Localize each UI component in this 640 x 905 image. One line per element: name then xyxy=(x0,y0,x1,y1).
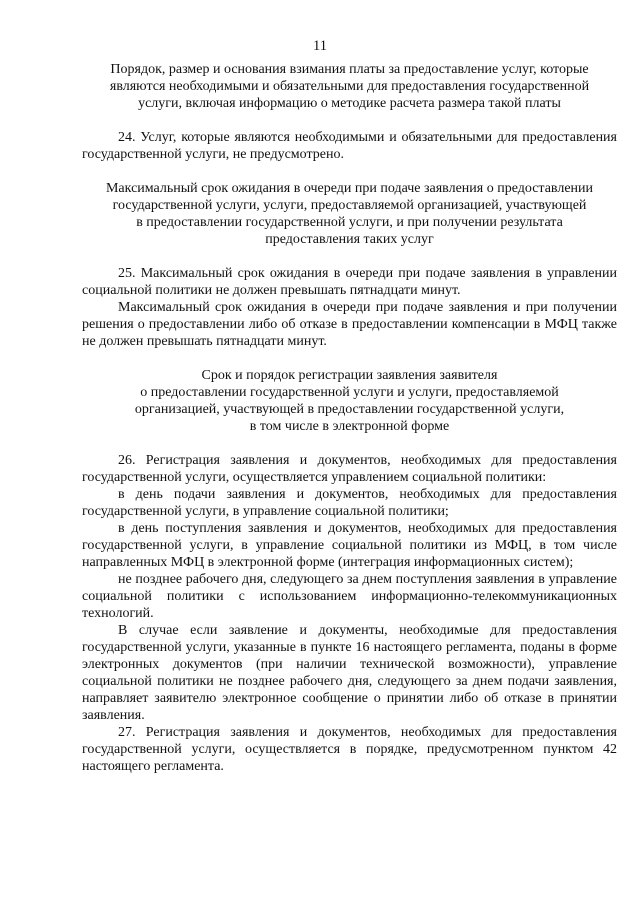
paragraph-24: 24. Услуг, которые являются необходимыми и обязательными для предоставления государственной услуги, не предусмотрено. xyxy=(82,130,617,162)
paragraph-26-1: 26. Регистрация заявления и документов, необходимых для предоставления государственной услуги, осуществляется управлением социальной политики: xyxy=(82,453,617,485)
document-body xyxy=(82,61,617,775)
paragraph-25-2: Максимальный срок ожидания в очереди при подаче заявления и при получении решения о предоставлении либо об отказе в предоставлении компенсации в МФЦ также не должен превышать пятнадцати минут. xyxy=(82,300,617,349)
paragraph-26-3: в день поступления заявления и документов, необходимых для предоставления государственной услуги, в управление социальной политики из МФЦ, в том числе направленных МФЦ в электронной форме (интеграция информационных систем); xyxy=(82,521,617,570)
heading-payment xyxy=(82,61,617,112)
heading-line: Порядок, размер и основания взимания платы за предоставление услуг, которые xyxy=(110,62,589,77)
heading-line: в предоставлении государственной услуги, и при получении результата xyxy=(136,215,563,230)
heading-line: Срок и порядок регистрации заявления заявителя xyxy=(201,368,498,383)
paragraph-26-5: В случае если заявление и документы, необходимые для предоставления государственной услуги, указанные в пункте 16 настоящего регламента, поданы в форме электронных документов (при наличии технической возможности), управление социальной политики не позднее рабочего дня, следующего за днем подачи заявления, направляет заявителю электронное сообщение о принятии либо об отказе в принятии заявления. xyxy=(82,623,617,723)
heading-registration xyxy=(82,367,617,435)
paragraph-26-4: не позднее рабочего дня, следующего за днем поступления заявления в управление социальной политики с использованием информационно-телекоммуникационных технологий. xyxy=(82,572,617,621)
heading-line: государственной услуги, услуги, предоставляемой организацией, участвующей xyxy=(112,198,587,213)
heading-line: являются необходимыми и обязательными для предоставления государственной xyxy=(109,79,590,94)
heading-line: Максимальный срок ожидания в очереди при подаче заявления о предоставлении xyxy=(105,181,594,196)
paragraph-25-1: 25. Максимальный срок ожидания в очереди при подаче заявления в управлении социальной политики не должен превышать пятнадцати минут. xyxy=(82,266,617,298)
paragraph-26-2: в день подачи заявления и документов, необходимых для предоставления государственной услуги, в управление социальной политики; xyxy=(82,487,617,519)
heading-line: в том числе в электронной форме xyxy=(249,419,450,434)
paragraph-27: 27. Регистрация заявления и документов, необходимых для предоставления государственной услуги, осуществляется в порядке, предусмотренном пунктом 42 настоящего регламента. xyxy=(82,725,617,774)
heading-line: организацией, участвующей в предоставлении государственной услуги, xyxy=(134,402,565,417)
heading-line: о предоставлении государственной услуги и услуги, предоставляемой xyxy=(140,385,559,400)
heading-line: предоставления таких услуг xyxy=(265,232,434,247)
heading-waiting xyxy=(82,180,617,248)
page-number: 11 xyxy=(313,38,327,54)
heading-line: услуги, включая информацию о методике расчета размера такой платы xyxy=(138,96,561,111)
